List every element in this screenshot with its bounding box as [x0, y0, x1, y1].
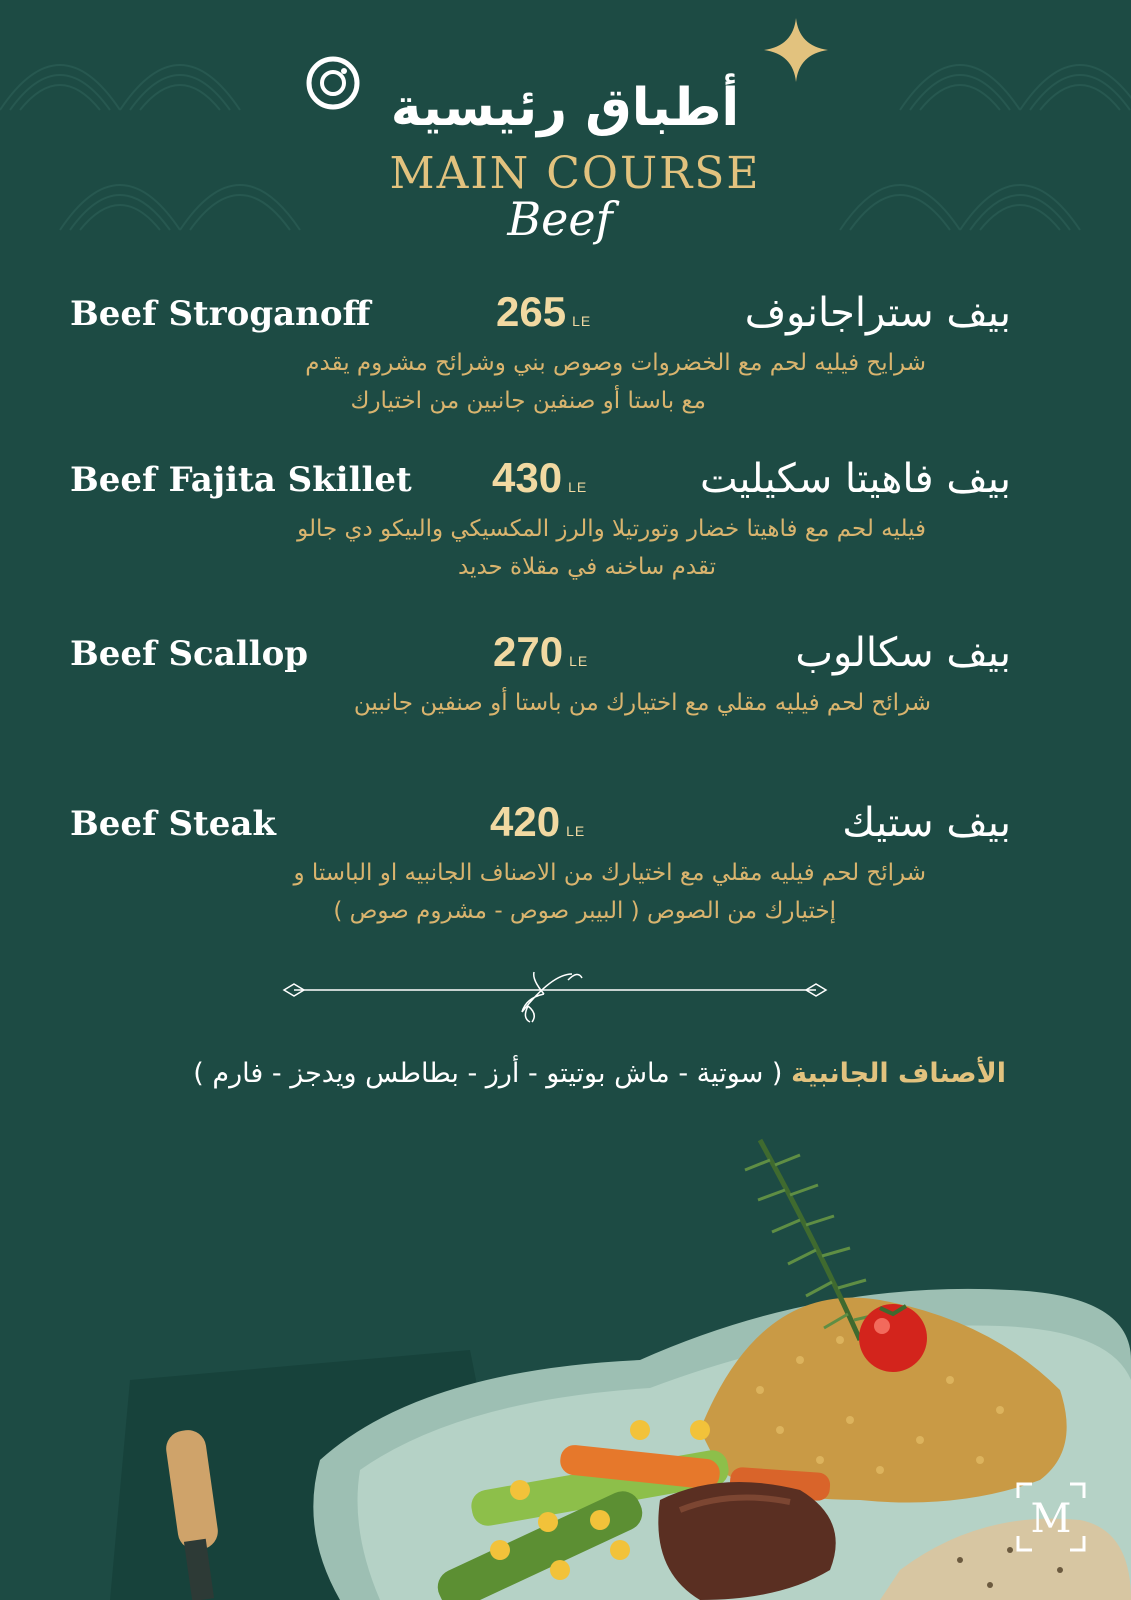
price-value: 270 — [493, 628, 564, 675]
header — [0, 0, 1131, 290]
description-line: شرائح لحم فيليه مقلي مع اختيارك من الاصناف الجانبيه او الباستا و — [293, 860, 926, 886]
page-title-arabic: أطباق رئيسية — [390, 78, 740, 138]
item-name-english: Beef Scallop — [70, 634, 309, 674]
food-photo — [0, 1130, 1131, 1600]
item-price — [493, 628, 588, 676]
item-price — [490, 798, 585, 846]
item-price — [496, 288, 591, 336]
ornament-divider — [282, 968, 828, 1028]
currency-label: LE — [566, 823, 586, 839]
description-line: شرايح فيليه لحم مع الخضروات وصوص بني وشرائح مشروم يقدم — [305, 350, 926, 376]
section-subtitle: Beef — [507, 192, 613, 246]
side-dishes-label: الأصناف الجانبية — [791, 1058, 1006, 1089]
price-value: 420 — [490, 798, 561, 845]
item-name-english: Beef Fajita Skillet — [70, 460, 412, 500]
description-line: إختيارك من الصوص ( البيبر صوص - مشروم صوص ) — [333, 898, 836, 924]
description-line: تقدم ساخنه في مقلاة حديد — [457, 554, 716, 580]
item-name-arabic: بيف سكالوب — [795, 630, 1011, 676]
side-dishes-line — [193, 1058, 1006, 1089]
item-description — [226, 510, 926, 586]
price-value: 265 — [496, 288, 567, 335]
item-price — [492, 454, 587, 502]
item-description — [226, 344, 926, 420]
description-line: مع باستا أو صنفين جانبين من اختيارك — [350, 388, 706, 414]
item-description — [226, 854, 926, 930]
item-name-english: Beef Stroganoff — [70, 294, 371, 334]
item-name-arabic: بيف فاهيتا سكيليت — [699, 456, 1011, 502]
currency-label: LE — [568, 479, 588, 495]
price-value: 430 — [492, 454, 563, 501]
currency-label: LE — [572, 313, 592, 329]
currency-label: LE — [569, 653, 589, 669]
item-name-arabic: بيف ستراجانوف — [744, 290, 1011, 336]
item-name-english: Beef Steak — [70, 804, 276, 844]
item-name-arabic: بيف ستيك — [842, 800, 1011, 846]
page-title-english: MAIN COURSE — [389, 148, 761, 199]
description-line: شرائح لحم فيليه مقلي مع اختيارك من باستا أو صنفين جانبين — [353, 690, 931, 716]
m-logo-badge — [1012, 1478, 1090, 1556]
svg-text:M: M — [1030, 1496, 1072, 1542]
sparkle-icon — [764, 18, 828, 82]
item-description — [231, 684, 931, 722]
description-line: فيليه لحم مع فاهيتا خضار وتورتيلا والرز المكسيكي والبيكو دي جالو — [297, 516, 926, 542]
side-dishes-list: ( سوتية - ماش بوتيتو - أرز - بطاطس ويدجز - فارم ) — [193, 1058, 783, 1089]
